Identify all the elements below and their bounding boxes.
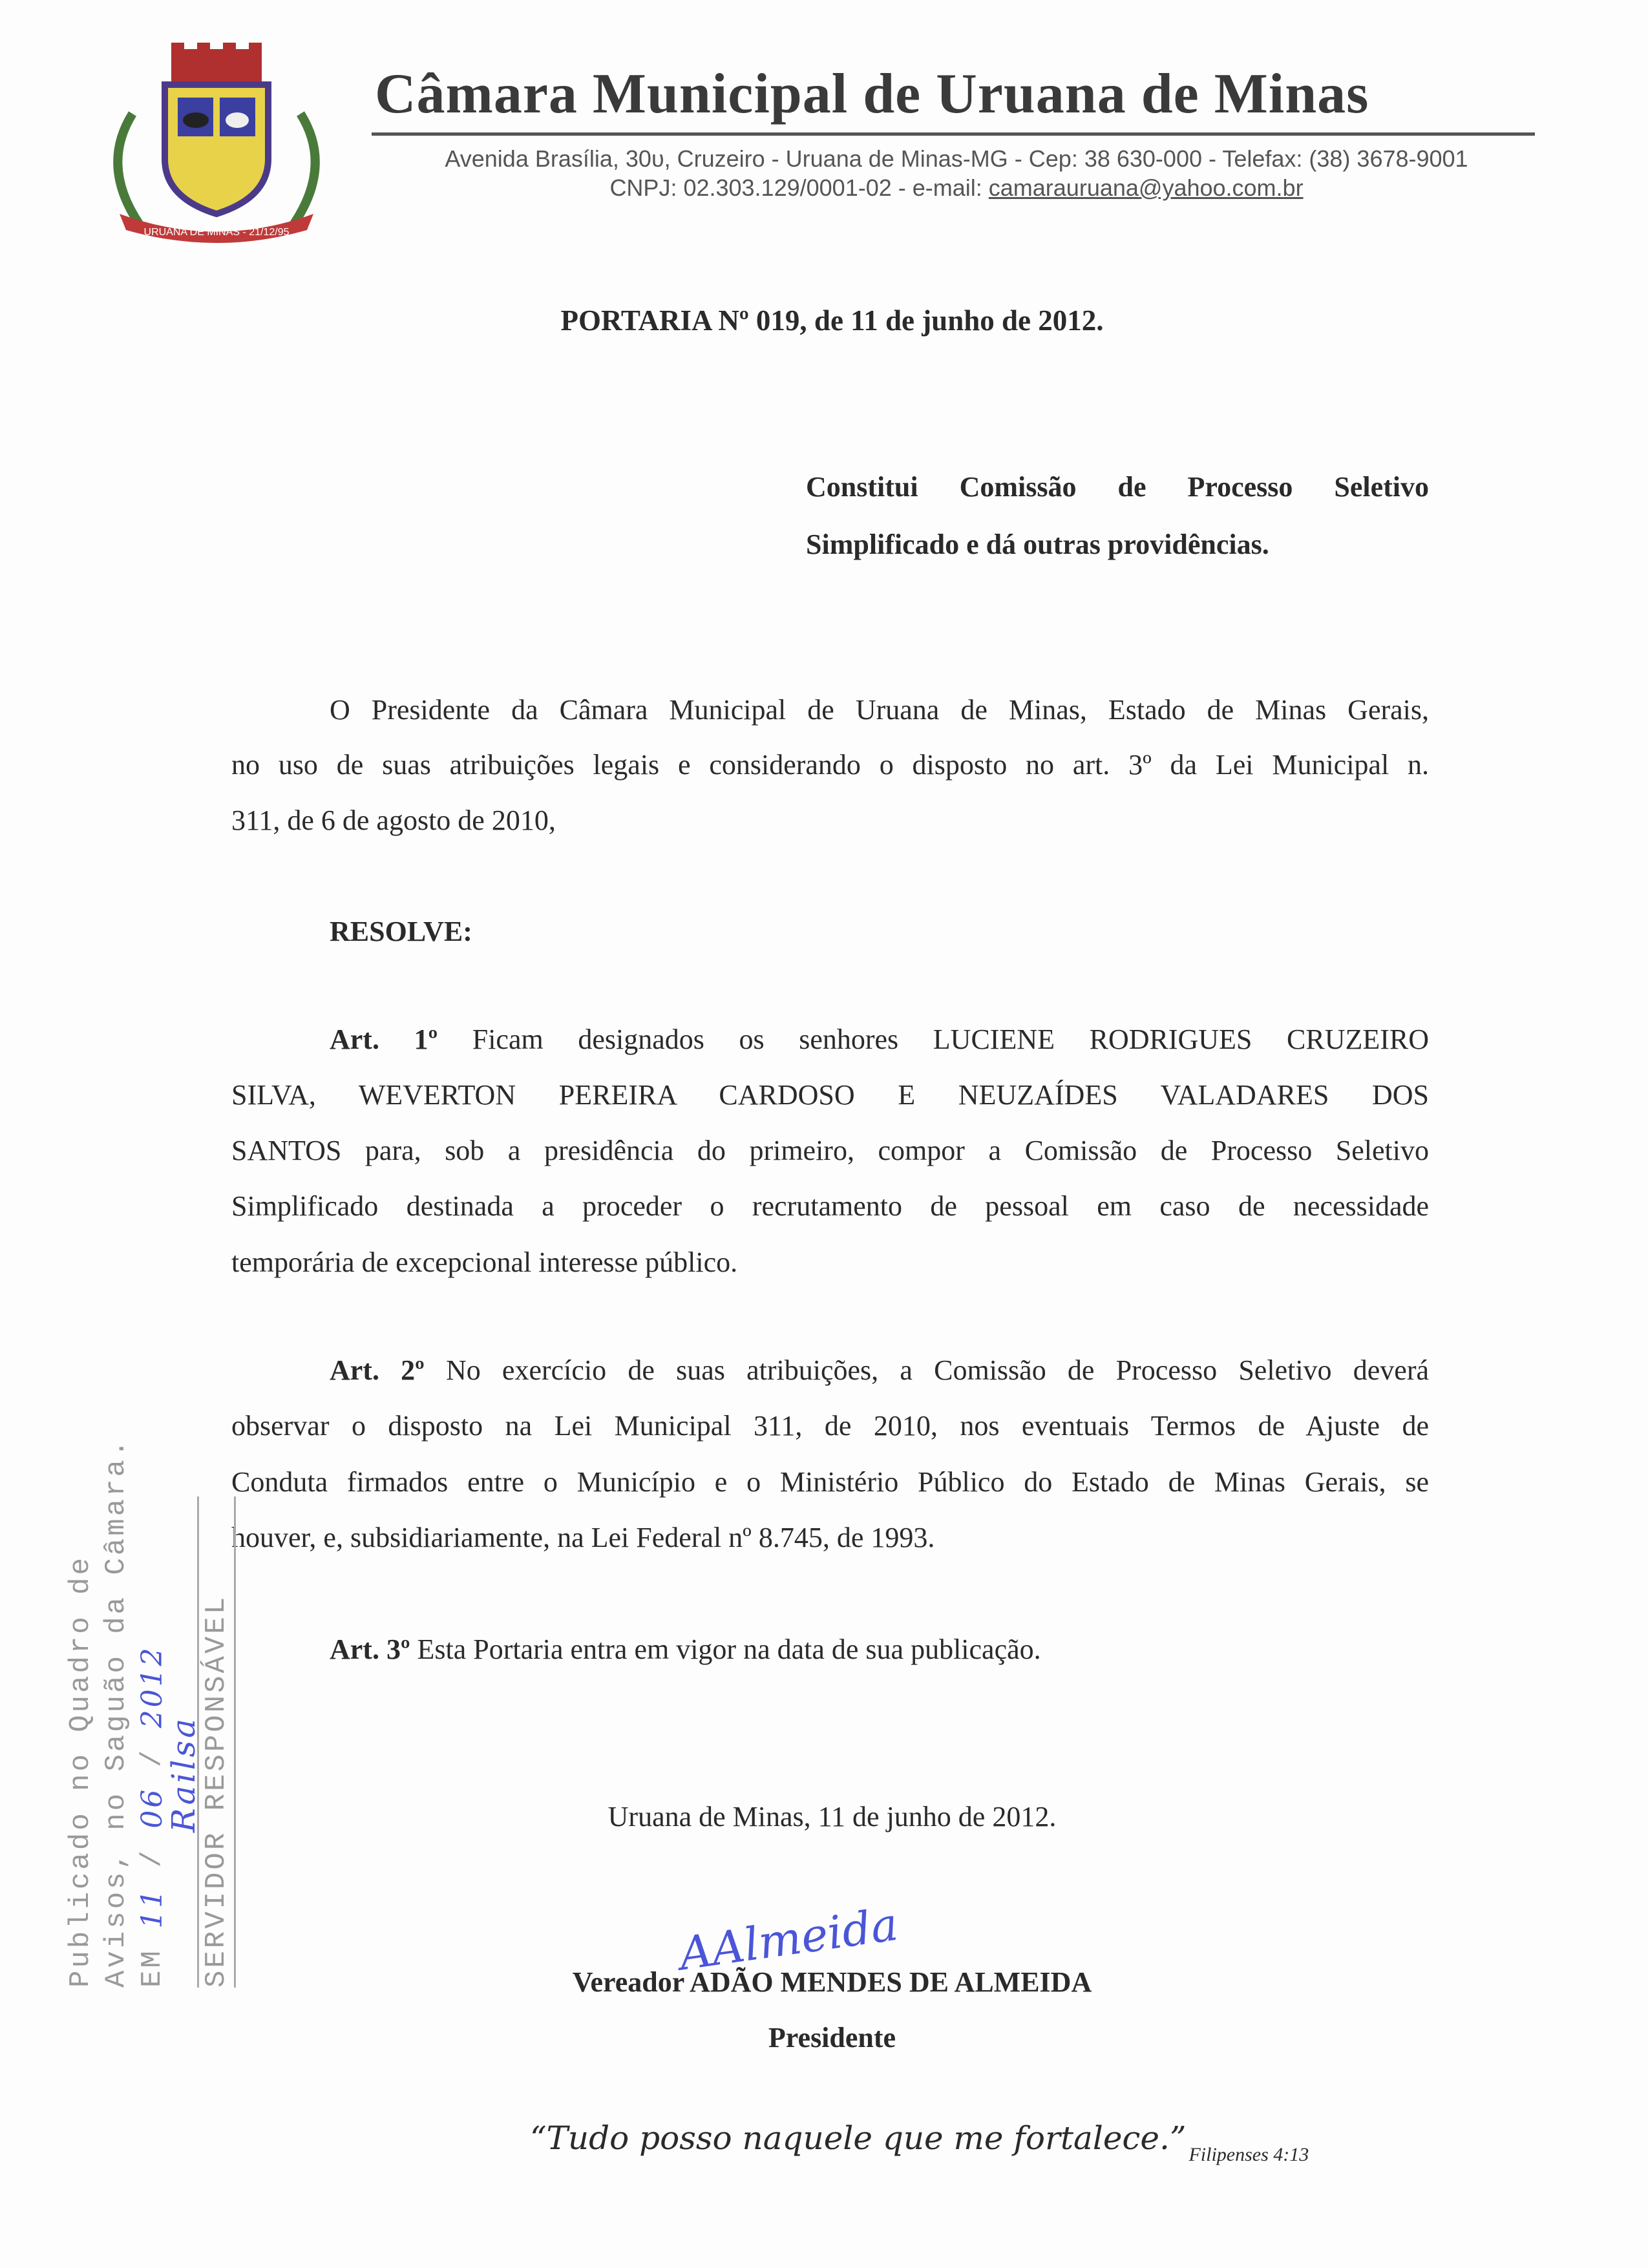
stamp-line: SERVIDOR RESPONSÁVEL: [197, 1496, 236, 1988]
date-line: Uruana de Minas, 11 de junho de 2012.: [607, 1801, 1057, 1832]
handwritten-signature: AAlmeida: [675, 1897, 902, 1981]
art3-text: Esta Portaria entra em vigor na data de sua publicação.: [417, 1633, 1041, 1665]
art3-label: Art. 3º: [330, 1633, 410, 1665]
art1-line: Simplificado destinada a proceder o recrutamento de pessoal em caso de necessidade: [231, 1190, 1429, 1222]
signatory-name: Vereador ADÃO MENDES DE ALMEIDA: [572, 1966, 1092, 1998]
cnpj-text: CNPJ: 02.303.129/0001-02 - e-mail:: [609, 174, 989, 201]
stamp-date-line: EM 11 / 06 / 2012: [136, 1645, 169, 1988]
art1-line: SILVA, WEVERTON PEREIRA CARDOSO E NEUZAÍDES VALADARES DOS: [231, 1079, 1429, 1111]
stamp-handwritten-signature: Railsa: [165, 1716, 202, 1832]
ementa-line: Simplificado e dá outras providências.: [806, 529, 1269, 560]
header-cnpj-email: [362, 174, 1551, 202]
art1-line: temporária de excepcional interesse público.: [231, 1246, 738, 1278]
stamp-line: Avisos, no Saguão da Câmara.: [100, 1437, 132, 1988]
preamble-line: no uso de suas atribuições legais e considerando o disposto no art. 3º da Lei Municipal n.: [231, 749, 1429, 781]
art2-line: Conduta firmados entre o Município e o Ministério Público do Estado de Minas Gerais, se: [231, 1466, 1429, 1498]
stamp-line: Publicado no Quadro de: [65, 1555, 97, 1988]
footer-quote: [530, 2119, 1309, 2165]
art1-line: [330, 1023, 1429, 1056]
preamble-line: 311, de 6 de agosto de 2010,: [231, 804, 556, 836]
stamp-year: 2012: [136, 1645, 169, 1728]
art2-line: observar o disposto na Lei Municipal 311, de 2010, nos eventuais Termos de Ajuste de: [231, 1410, 1429, 1442]
ementa-line: Constitui Comissão de Processo Seletivo: [806, 471, 1429, 503]
quote-text: “Tudo posso naquele que me fortalece.”: [530, 2119, 1187, 2157]
institution-title: Câmara Municipal de Uruana de Minas: [375, 63, 1369, 125]
art1-text: Ficam designados os senhores LUCIENE RODRIGUES CRUZEIRO: [472, 1024, 1430, 1055]
quote-reference: Filipenses 4:13: [1188, 2144, 1309, 2165]
header-rule: [372, 132, 1535, 136]
stamp-em: EM: [136, 1948, 169, 1988]
svg-text:URUANA DE MINAS - 21/12/95: URUANA DE MINAS - 21/12/95: [143, 227, 290, 238]
publication-stamp: [65, 1437, 233, 1988]
art2-line: houver, e, subsidiariamente, na Lei Federal nº 8.745, de 1993.: [231, 1522, 935, 1553]
art2-text: No exercício de suas atribuições, a Comissão de Processo Seletivo deverá: [445, 1354, 1430, 1386]
header-address: Avenida Brasília, 30υ, Cruzeiro - Uruana de Minas-MG - Cep: 38 630-000 - Telefax: (38) 3678-9001: [445, 145, 1468, 172]
art1-line: SANTOS para, sob a presidência do primeiro, compor a Comissão de Processo Seletivo: [231, 1135, 1429, 1166]
art3-line: [330, 1633, 1429, 1666]
stamp-month: 06: [136, 1787, 169, 1829]
signatory-role: Presidente: [768, 2022, 896, 2053]
coat-of-arms-logo: [94, 36, 339, 249]
preamble-line: O Presidente da Câmara Municipal de Uruana de Minas, Estado de Minas Gerais,: [330, 694, 1429, 726]
resolve-heading: RESOLVE:: [330, 916, 472, 947]
art1-label: Art. 1º: [330, 1024, 438, 1055]
email-link[interactable]: camarauruana@yahoo.com.br: [988, 174, 1304, 201]
art2-line: [330, 1354, 1429, 1387]
art2-label: Art. 2º: [330, 1354, 425, 1386]
portaria-title: PORTARIA Nº 019, de 11 de junho de 2012.: [560, 304, 1104, 337]
stamp-day: 11: [136, 1887, 169, 1929]
